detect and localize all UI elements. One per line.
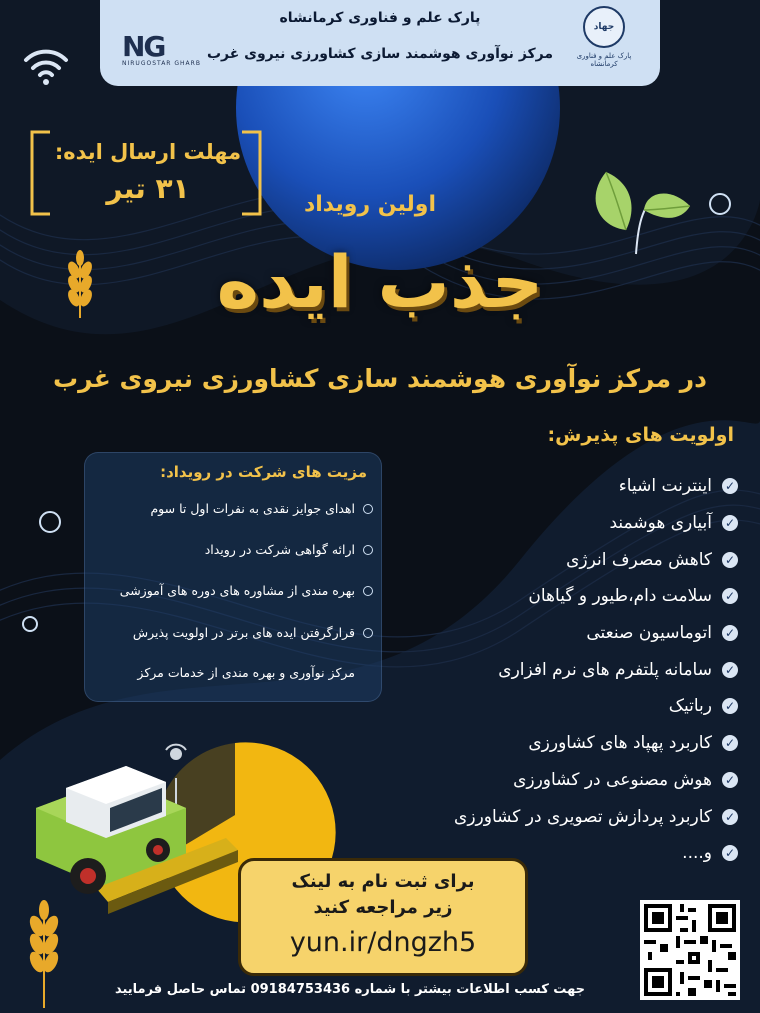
contact-footer: جهت کسب اطلاعات بیشتر با شماره 09184753436 تماس حاصل فرمایید <box>114 982 586 997</box>
benefit-label: قرارگرفتن ایده های برتر در اولویت پذیرش <box>132 625 355 640</box>
bullet-icon <box>363 586 373 596</box>
registration-line1: برای ثبت نام به لینک <box>291 871 475 892</box>
priority-label: اینترنت اشیاء <box>618 476 712 497</box>
priority-item <box>378 505 738 542</box>
bullet-icon <box>363 504 373 514</box>
priority-label: هوش مصنوعی در کشاورزی <box>513 769 712 790</box>
priority-item <box>378 541 738 578</box>
check-icon: ✓ <box>722 735 738 751</box>
check-icon: ✓ <box>722 625 738 641</box>
deadline-box <box>28 128 264 218</box>
logo-caption: NIRUGOSTAR GHARB <box>122 60 201 67</box>
benefit-label: بهره مندی از مشاوره های دوره های آموزشی <box>119 583 355 598</box>
priority-item <box>378 725 738 762</box>
priority-label: و.... <box>682 843 712 864</box>
check-icon: ✓ <box>722 809 738 825</box>
harvester-illustration <box>26 738 246 938</box>
benefit-item <box>87 542 373 557</box>
wheat-icon <box>62 250 98 320</box>
logo-mark: NG <box>122 30 165 63</box>
priority-label: کاهش مصرف انرژی <box>566 549 712 570</box>
check-icon: ✓ <box>722 515 738 531</box>
jehad-seal: جهاد <box>583 6 625 48</box>
registration-box <box>238 858 528 976</box>
priorities-list <box>378 468 738 872</box>
benefits-title: مزیت های شرکت در رویداد: <box>160 463 367 481</box>
check-icon: ✓ <box>722 772 738 788</box>
priority-label: اتوماسیون صنعتی <box>586 623 712 644</box>
priority-item <box>378 468 738 505</box>
center-name: مرکز نوآوری هوشمند سازی کشاورزی نیروی غرب <box>206 46 554 62</box>
benefit-item <box>87 665 373 680</box>
priority-item <box>378 762 738 799</box>
deadline-date: ۳۱ تیر <box>106 172 190 205</box>
priority-item <box>378 798 738 835</box>
check-icon: ✓ <box>722 588 738 604</box>
priority-label: سلامت دام،طیور و گیاهان <box>528 586 712 607</box>
priority-label: کاربرد پردازش تصویری در کشاورزی <box>454 806 712 827</box>
benefit-item <box>87 625 373 640</box>
jehad-sub: پارک علم و فناوری کرمانشاه <box>576 52 632 68</box>
event-first-label: اولین رویداد <box>303 192 437 217</box>
check-icon: ✓ <box>722 698 738 714</box>
priority-label: رباتیک <box>668 696 712 717</box>
check-icon: ✓ <box>722 552 738 568</box>
check-icon: ✓ <box>722 845 738 861</box>
nirugostar-logo <box>122 30 212 68</box>
priority-item <box>378 651 738 688</box>
event-subtitle: در مرکز نوآوری هوشمند سازی کشاورزی نیروی غرب <box>53 364 707 393</box>
benefit-item <box>87 583 373 598</box>
jehad-logo <box>570 6 638 82</box>
benefits-box <box>84 452 382 702</box>
header-banner <box>100 0 660 86</box>
benefit-label: مرکز نوآوری و بهره مندی از خدمات مرکز <box>137 665 355 680</box>
park-name: پارک علم و فناوری کرمانشاه <box>279 10 481 26</box>
check-icon: ✓ <box>722 662 738 678</box>
qr-code[interactable] <box>640 900 740 1000</box>
registration-link[interactable]: yun.ir/dngzh5 <box>289 927 477 958</box>
bullet-icon <box>363 628 373 638</box>
priority-item <box>378 688 738 725</box>
deadline-title: مهلت ارسال ایده: <box>54 140 242 164</box>
check-icon: ✓ <box>722 478 738 494</box>
priority-item <box>378 578 738 615</box>
benefit-label: اهدای جوایز نقدی به نفرات اول تا سوم <box>150 501 355 516</box>
event-title: جذب ایده <box>216 240 544 324</box>
registration-line2: زیر مراجعه کنید <box>313 897 453 918</box>
wifi-icon <box>22 44 70 88</box>
priorities-title: اولویت های پذیرش: <box>547 424 734 446</box>
priority-label: کاربرد پهپاد های کشاورزی <box>528 733 712 754</box>
priority-label: سامانه پلتفرم های نرم افزاری <box>498 659 712 680</box>
benefit-item <box>87 501 373 516</box>
benefit-label: ارائه گواهی شرکت در رویداد <box>204 542 355 557</box>
priority-label: آبیاری هوشمند <box>609 513 712 534</box>
priority-item <box>378 615 738 652</box>
bullet-icon <box>363 545 373 555</box>
